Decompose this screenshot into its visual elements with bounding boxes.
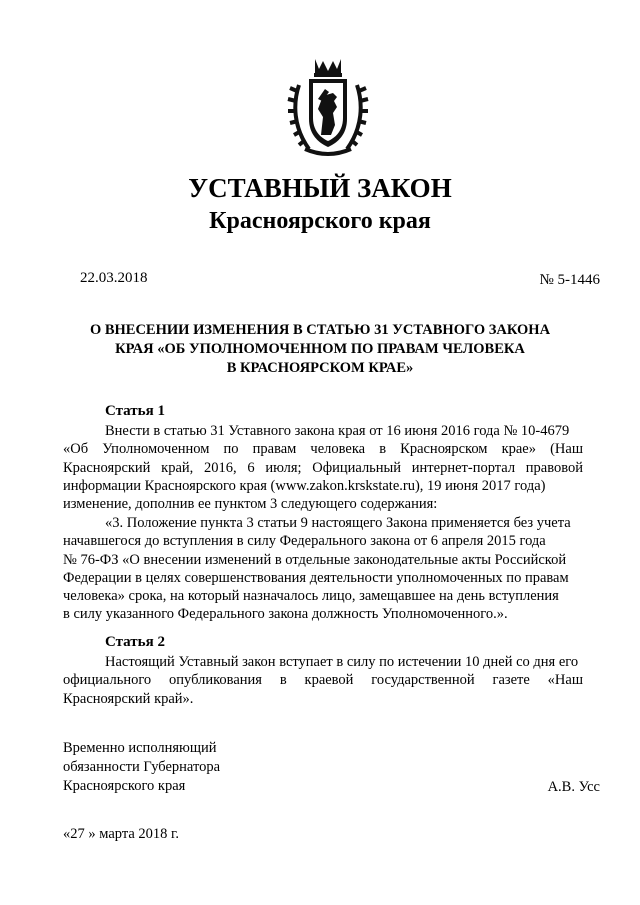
signatory-position [63,739,220,796]
signatory-line: Красноярского края [63,778,186,794]
text-line: «Об Уполномоченном по правам человека в Красноярском крае» (Наш [63,441,583,458]
signatory-line: обязанности Губернатора [63,759,221,775]
text-line: Внести в статью 31 Уставного закона края от 16 июня 2016 года № 10-4679 [105,423,570,439]
text-line: изменение, дополнив ее пунктом 3 следующего содержания: [63,496,438,513]
signatory-line: Временно исполняющий [63,740,217,756]
signing-date: «27 » марта 2018 г. [63,826,179,842]
text-line: человека» срока, на который назначалось лицо, замещавшее на день вступления [63,588,559,605]
text-line: официального опубликования в краевой государственной газете «Наш [63,672,583,689]
coat-of-arms-icon [285,55,371,159]
article-2-paragraph [63,653,583,708]
text-line: № 76-ФЗ «О внесении изменений в отдельные законодательные акты Российской [63,551,567,568]
subject-line: О ВНЕСЕНИИ ИЗМЕНЕНИЯ В СТАТЬЮ 31 УСТАВНОГО ЗАКОНА [89,322,551,338]
law-number: № 5-1446 [539,272,600,288]
law-date: 22.03.2018 [80,270,148,286]
text-line: в силу указанного Федерального закона должность Уполномоченного.». [63,606,508,623]
law-subject [80,321,560,378]
law-title: УСТАВНЫЙ ЗАКОН [188,173,452,203]
text-line: Красноярский край, 2016, 6 июля; Официальный интернет-портал правовой [63,459,583,476]
text-line: Настоящий Уставный закон вступает в силу по истечении 10 дней со дня его [105,654,579,670]
text-line: информации Красноярского края (www.zakon.krskstate.ru), 19 июня 2017 года) [63,477,546,494]
text-line: Красноярский край». [63,690,194,707]
text-line: «3. Положение пункта 3 статьи 9 настоящего Закона применяется без учета [105,515,571,531]
text-line: Федерации в целях совершенствования деятельности уполномоченных по правам [63,569,569,586]
text-line: начавшегося до вступления в силу Федерального закона от 6 апреля 2015 года [63,533,546,550]
article-2-heading: Статья 2 [105,634,165,650]
article-1-paragraph-2 [63,514,583,624]
subject-line: КРАЯ «ОБ УПОЛНОМОЧЕННОМ ПО ПРАВАМ ЧЕЛОВЕКА [115,341,525,357]
subject-line: В КРАСНОЯРСКОМ КРАЕ» [226,360,414,376]
signatory-name: А.В. Усс [547,779,600,795]
law-region: Красноярского края [209,208,431,234]
article-1-heading: Статья 1 [105,403,165,419]
article-1-paragraph-1 [63,422,583,513]
